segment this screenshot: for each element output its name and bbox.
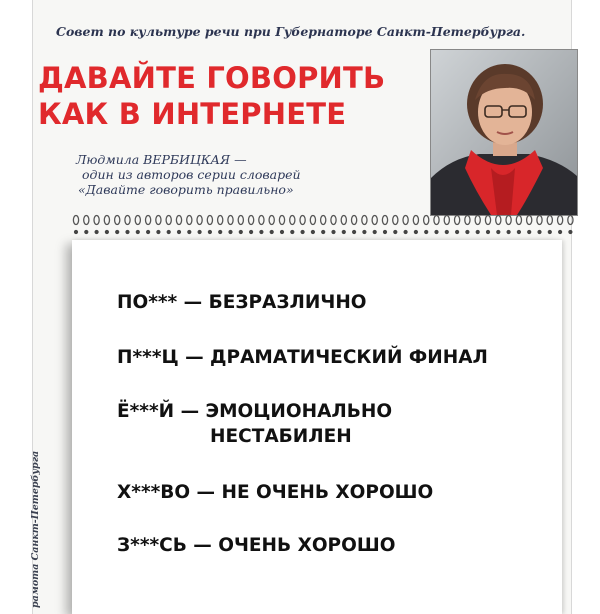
spiral-ring	[290, 216, 295, 235]
spiral-ring	[104, 216, 109, 235]
spiral-ring	[156, 216, 161, 235]
author-caption-line-2: один из авторов серии словарей	[82, 167, 301, 182]
spiral-ring	[527, 216, 532, 235]
spiral-ring	[475, 216, 480, 235]
spiral-ring	[558, 216, 563, 235]
spiral-ring	[485, 216, 490, 235]
author-caption	[76, 152, 301, 197]
spiral-ring	[547, 216, 552, 235]
spiral-ring	[197, 216, 202, 235]
spiral-ring	[73, 216, 78, 235]
spiral-ring	[166, 216, 171, 235]
spiral-ring	[176, 216, 181, 235]
spiral-ring	[496, 216, 501, 235]
entry-1	[117, 292, 367, 313]
spiral-ring	[403, 216, 408, 235]
entry-5-text: З***СЬ — ОЧЕНЬ ХОРОШО	[117, 535, 396, 556]
spiral-ring	[300, 216, 305, 235]
spiral-binding	[70, 210, 575, 246]
spiral-ring	[218, 216, 223, 235]
side-caption: рамота Санкт-Петербурга	[30, 450, 41, 608]
spiral-ring	[269, 216, 274, 235]
spiral-ring	[279, 216, 284, 235]
author-caption-line-1: Людмила ВЕРБИЦКАЯ —	[76, 152, 247, 167]
spiral-ring	[238, 216, 243, 235]
spiral-ring	[465, 216, 470, 235]
entry-1-text: ПО*** — БЕЗРАЗЛИЧНО	[117, 292, 367, 313]
headline-line-1: ДАВАЙТЕ ГОВОРИТЬ	[38, 61, 386, 95]
spiral-ring	[434, 216, 439, 235]
spiral-ring	[506, 216, 511, 235]
spiral-ring	[362, 216, 367, 235]
spiral-ring	[115, 216, 120, 235]
top-caption: Совет по культуре речи при Губернаторе Санкт-Петербурга.	[56, 24, 526, 39]
author-photo	[430, 49, 578, 216]
spiral-ring	[568, 216, 573, 235]
spiral-ring	[331, 216, 336, 235]
entry-3-continuation: НЕСТАБИЛЕН	[210, 426, 352, 447]
entry-5	[117, 535, 395, 556]
spiral-ring	[341, 216, 346, 235]
entry-4	[117, 482, 433, 503]
spiral-ring	[207, 216, 212, 235]
spiral-ring	[413, 216, 418, 235]
spiral-ring	[310, 216, 315, 235]
spiral-ring	[352, 216, 357, 235]
entry-2-text: П***Ц — ДРАМАТИЧЕСКИЙ ФИНАЛ	[117, 347, 488, 368]
spiral-ring	[516, 216, 521, 235]
entry-2	[117, 347, 488, 368]
spiral-ring	[249, 216, 254, 235]
spiral-ring	[125, 216, 130, 235]
spiral-ring	[135, 216, 140, 235]
headline-line-2: КАК В ИНТЕРНЕТЕ	[38, 97, 347, 131]
spiral-ring	[382, 216, 387, 235]
spiral-ring	[94, 216, 99, 235]
spiral-ring	[84, 216, 89, 235]
spiral-ring	[393, 216, 398, 235]
spiral-ring	[444, 216, 449, 235]
spiral-ring	[259, 216, 264, 235]
portrait-illustration	[431, 50, 577, 215]
spiral-ring	[321, 216, 326, 235]
spiral-ring	[372, 216, 377, 235]
spiral-ring	[228, 216, 233, 235]
spiral-ring	[537, 216, 542, 235]
entry-4-text: Х***ВО — НЕ ОЧЕНЬ ХОРОШО	[117, 482, 434, 503]
spiral-ring	[187, 216, 192, 235]
entry-3-text: Ё***Й — ЭМОЦИОНАЛЬНО	[117, 401, 393, 422]
spiral-ring	[455, 216, 460, 235]
entry-3	[117, 401, 392, 447]
author-caption-line-3: «Давайте говорить правильно»	[78, 182, 294, 197]
spiral-ring	[146, 216, 151, 235]
headline	[38, 60, 385, 132]
spiral-ring	[424, 216, 429, 235]
